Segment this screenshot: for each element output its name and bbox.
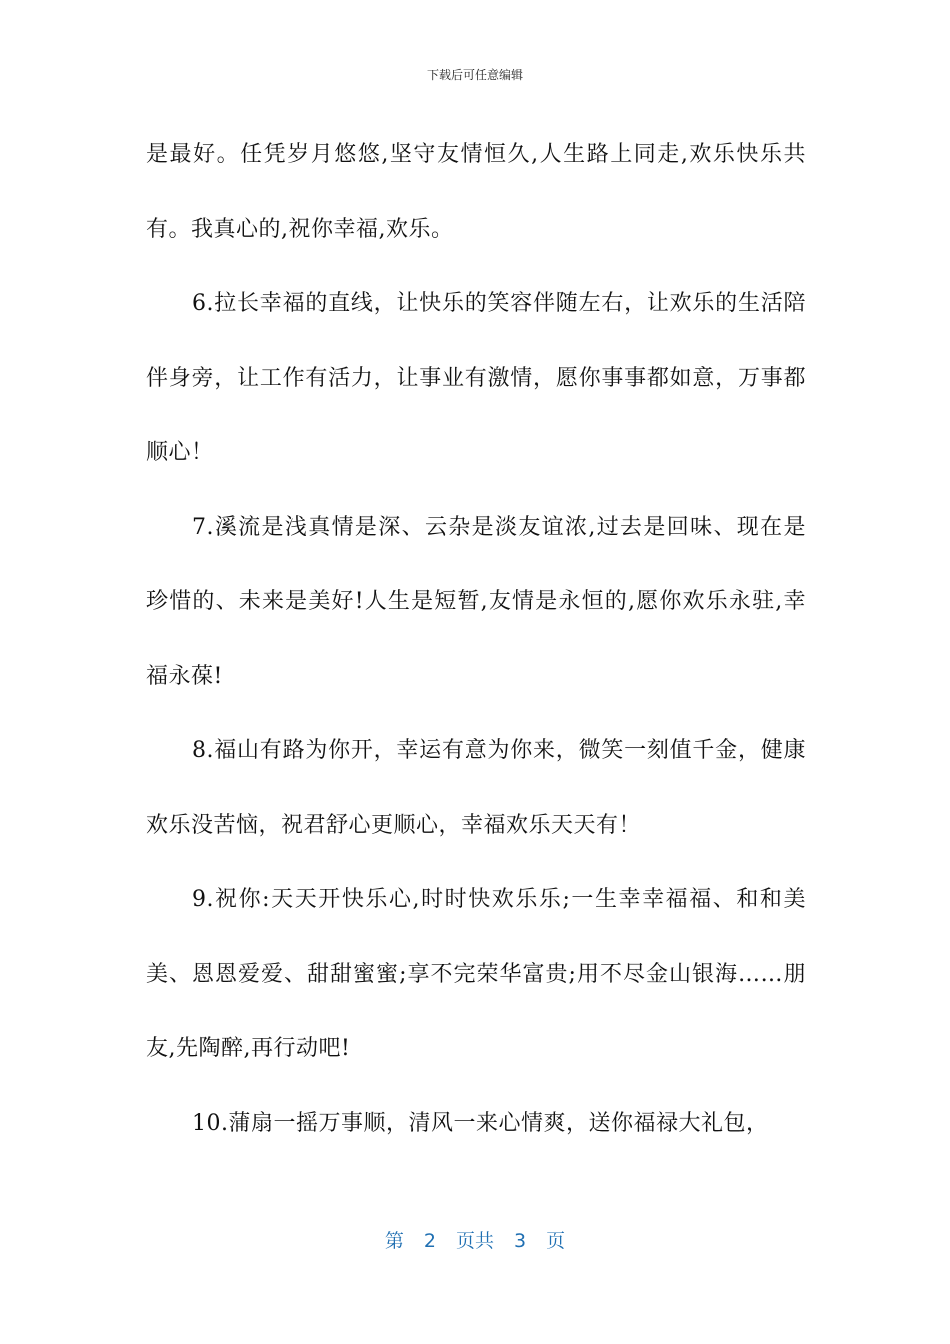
paragraph-item-9: 9.祝你:天天开快乐心,时时快欢乐乐;一生幸幸福福、和和美美、恩恩爱爱、甜甜蜜蜜;享不完荣华富贵;用不尽金山银海……朋友,先陶醉,再行动吧! — [146, 887, 806, 1061]
paragraph-item-7: 7.溪流是浅真情是深、云杂是淡友谊浓,过去是回味、现在是珍惜的、未来是美好!人生是短暂,友情是永恒的,愿你欢乐永驻,幸福永葆! — [146, 514, 806, 689]
paragraph-item-10: 10.蒲扇一摇万事顺，清风一来心情爽，送你福禄大礼包， — [192, 1110, 769, 1136]
document-body — [146, 118, 806, 1161]
paragraph-continuation: 是最好。任凭岁月悠悠,坚守友情恒久,人生路上同走,欢乐快乐共有。我真心的,祝你幸福,欢乐。 — [146, 142, 806, 242]
page-header: 下载后可任意编辑 — [426, 68, 523, 82]
page-footer: 第 2 页共 3 页 — [384, 1230, 566, 1252]
paragraph-item-8: 8.福山有路为你开，幸运有意为你来，微笑一刻值千金，健康欢乐没苦恼，祝君舒心更顺心，幸福欢乐天天有！ — [146, 738, 806, 838]
paragraph-item-6: 6.拉长幸福的直线，让快乐的笑容伴随左右，让欢乐的生活陪伴身旁，让工作有活力，让事业有激情，愿你事事都如意，万事都顺心！ — [146, 291, 806, 465]
